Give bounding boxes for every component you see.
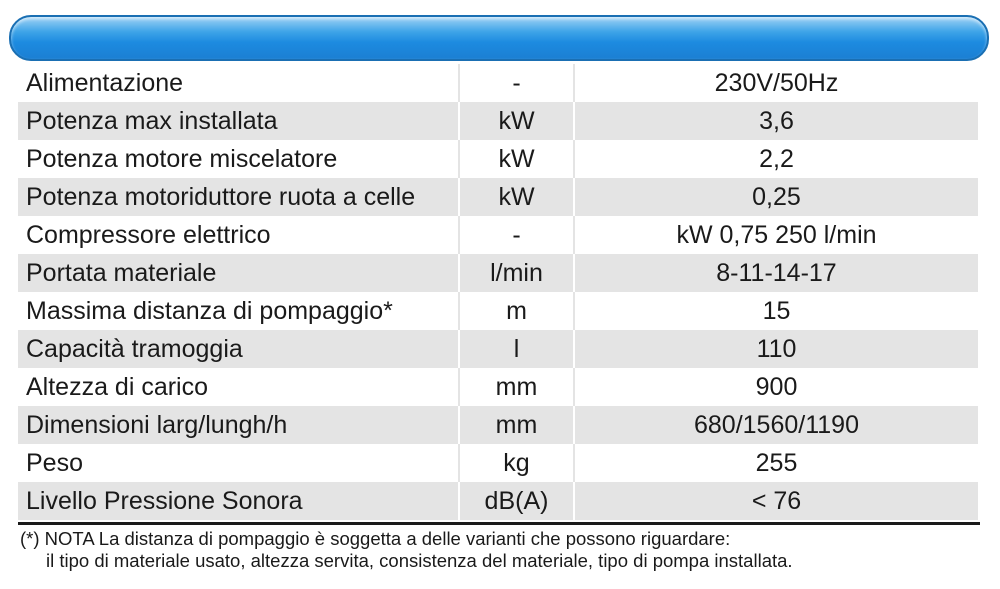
- row-unit: l/min: [459, 254, 574, 292]
- row-unit: kW: [459, 102, 574, 140]
- row-unit: -: [459, 216, 574, 254]
- row-unit: kW: [459, 140, 574, 178]
- bottom-rule: [18, 522, 980, 525]
- row-label: Altezza di carico: [18, 368, 459, 406]
- row-value: 0,25: [574, 178, 979, 216]
- row-value: 15: [574, 292, 979, 330]
- row-label: Dimensioni larg/lungh/h: [18, 406, 459, 444]
- table-row: [18, 368, 979, 406]
- row-value: 2,2: [574, 140, 979, 178]
- footnote-line-2: il tipo di materiale usato, altezza servita, consistenza del materiale, tipo di pompa installata.: [46, 550, 793, 571]
- row-unit: mm: [459, 368, 574, 406]
- row-label: Peso: [18, 444, 459, 482]
- footnote-line-1: (*) NOTA La distanza di pompaggio è soggetta a delle varianti che possono riguardare:: [20, 528, 731, 549]
- row-value: < 76: [574, 482, 979, 520]
- table-row: [18, 140, 979, 178]
- row-value: kW 0,75 250 l/min: [574, 216, 979, 254]
- row-value: 3,6: [574, 102, 979, 140]
- row-label: Massima distanza di pompaggio*: [18, 292, 459, 330]
- row-unit: l: [459, 330, 574, 368]
- table-row: [18, 406, 979, 444]
- table-row: [18, 102, 979, 140]
- row-value: 900: [574, 368, 979, 406]
- row-unit: mm: [459, 406, 574, 444]
- row-label: Livello Pressione Sonora: [18, 482, 459, 520]
- row-unit: kW: [459, 178, 574, 216]
- spec-table: [18, 64, 980, 520]
- table-row: [18, 216, 979, 254]
- row-value: 255: [574, 444, 979, 482]
- row-label: Potenza motore miscelatore: [18, 140, 459, 178]
- table-row: [18, 178, 979, 216]
- row-value: 680/1560/1190: [574, 406, 979, 444]
- row-unit: m: [459, 292, 574, 330]
- row-value: 230V/50Hz: [574, 64, 979, 102]
- table-row: [18, 64, 979, 102]
- row-value: 110: [574, 330, 979, 368]
- table-row: [18, 444, 979, 482]
- row-label: Capacità tramoggia: [18, 330, 459, 368]
- footnote: [20, 528, 793, 572]
- row-unit: kg: [459, 444, 574, 482]
- row-label: Potenza motoriduttore ruota a celle: [18, 178, 459, 216]
- row-label: Potenza max installata: [18, 102, 459, 140]
- row-label: Compressore elettrico: [18, 216, 459, 254]
- row-label: Portata materiale: [18, 254, 459, 292]
- table-row: [18, 482, 979, 520]
- header-bar: [9, 15, 989, 61]
- table-row: [18, 254, 979, 292]
- table-row: [18, 330, 979, 368]
- row-value: 8-11-14-17: [574, 254, 979, 292]
- row-unit: dB(A): [459, 482, 574, 520]
- row-label: Alimentazione: [18, 64, 459, 102]
- table-row: [18, 292, 979, 330]
- row-unit: -: [459, 64, 574, 102]
